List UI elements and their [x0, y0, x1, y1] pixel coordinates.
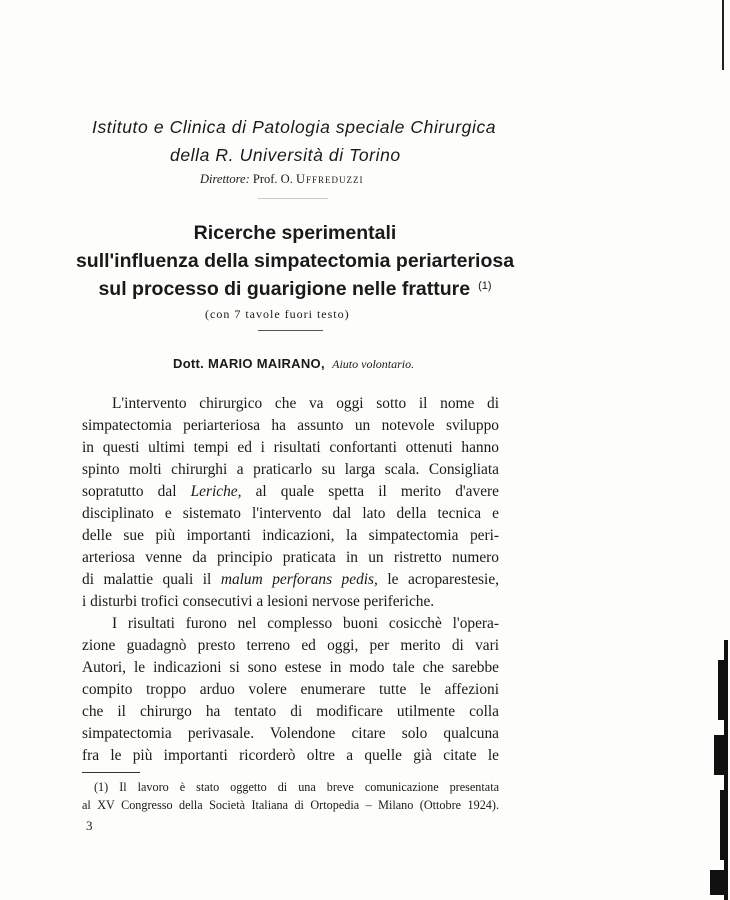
body-line: simpatectomia periarteriosa ha assunto un notevole sviluppo	[82, 417, 499, 434]
subtitle: (con 7 tavole fuori testo)	[205, 307, 350, 321]
body-line: I risultati furono nel complesso buoni cosicchè l'opera-	[112, 615, 499, 632]
footnote-line-2: al XV Congresso della Società Italiana di Ortopedia – Milano (Ottobre 1924).	[82, 798, 499, 812]
body-line: simpatectomia perivasale. Volendone citare solo qualcuna	[82, 725, 499, 742]
body-text: le acroparestesie,	[377, 571, 499, 588]
title-line-3-text: sul processo di guarigione nelle fratture	[98, 278, 471, 300]
footnote-mark: (1)	[478, 280, 492, 292]
title-rule	[258, 330, 323, 331]
body-line: fra le più importanti ricorderò oltre a quelle già citate le	[82, 747, 499, 764]
director-name: Uffreduzzi	[295, 172, 364, 186]
body-line: zione guadagnò presto terreno ed oggi, per merito di vari	[82, 637, 499, 654]
body-line: i disturbi trofici consecutivi a lesioni nervose periferiche.	[82, 593, 435, 610]
institute-line-2: della R. Università di Torino	[170, 145, 401, 165]
body-line: Autori, le indicazioni si sono estese in modo tale che sarebbe	[82, 659, 499, 676]
body-line: disciplinato e sistemato l'intervento dal lato della tecnica e	[82, 505, 499, 522]
director-line	[200, 172, 363, 187]
page-number: 3	[86, 818, 93, 833]
binding-edge-shadow	[700, 640, 730, 900]
director-role: Direttore:	[200, 172, 250, 186]
body-text: sopratutto dal	[82, 483, 191, 500]
author-line	[173, 356, 414, 372]
ornament-rule	[258, 198, 328, 199]
body-emphasis: malum perforans pedis,	[220, 571, 378, 588]
body-line	[82, 569, 499, 591]
body-line: L'intervento chirurgico che va oggi sotto il nome di	[112, 395, 499, 412]
body-line: delle sue più importanti indicazioni, la simpatectomia peri-	[82, 527, 499, 544]
body-text: al quale spetta il merito d'avere	[241, 483, 499, 500]
author-role: Aiuto volontario.	[332, 357, 415, 371]
body-text: di malattie quali il	[82, 571, 221, 588]
director-title: Prof. O.	[252, 172, 293, 186]
title-line-2: sull'influenza della simpatectomia periarteriosa	[75, 250, 515, 272]
binding-edge	[722, 0, 724, 70]
body-line: spinto molti chirurghi a praticarlo su larga scala. Consigliata	[82, 461, 499, 478]
body-line	[82, 481, 499, 503]
body-line: compito troppo arduo volere enumerare tutte le affezioni	[82, 681, 499, 698]
body-emphasis: Leriche,	[190, 483, 242, 500]
title-line-1: Ricerche sperimentali	[193, 222, 397, 244]
footnote-line-1: (1) Il lavoro è stato oggetto di una breve comunicazione presentata	[94, 780, 499, 794]
body-line: che il chirurgo ha tentato di modificare utilmente colla	[82, 703, 499, 720]
title-line-3	[0, 278, 590, 301]
institute-line-1: Istituto e Clinica di Patologia speciale Chirurgica	[92, 117, 497, 137]
author-name: Dott. MARIO MAIRANO,	[173, 356, 325, 371]
body-line: arteriosa venne da principio praticata in un ristretto numero	[82, 549, 499, 566]
body-line: in questi ultimi tempi ed i risultati confortanti ottenuti hanno	[82, 439, 499, 456]
footnote-rule	[82, 772, 140, 773]
